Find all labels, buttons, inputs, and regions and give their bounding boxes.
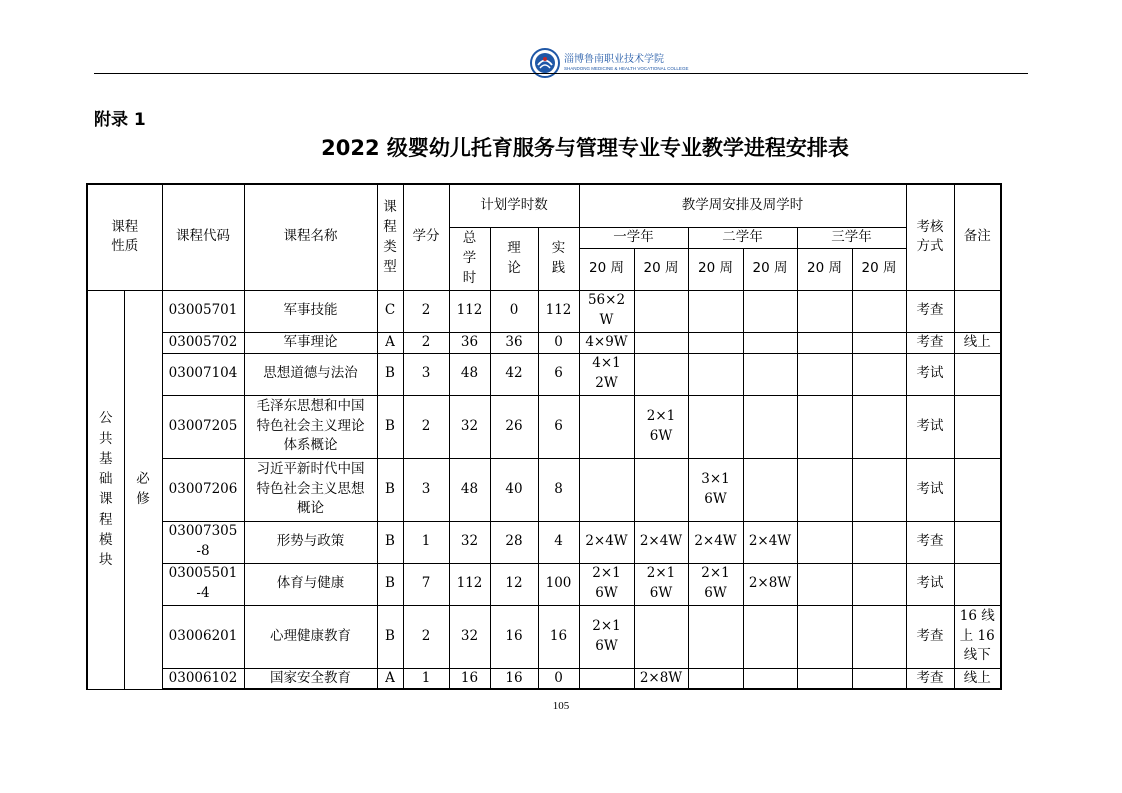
- course-total: 32: [449, 395, 490, 458]
- course-exam: 考试: [906, 458, 954, 521]
- course-name: 毛泽东思想和中国特色社会主义理论体系概论: [244, 395, 377, 458]
- course-code: 03007205: [162, 395, 244, 458]
- semester-5: [797, 521, 852, 563]
- course-remark: 线上: [954, 332, 1001, 353]
- semester-1: [579, 458, 634, 521]
- header-year1: 一学年: [579, 227, 688, 248]
- course-practice: 4: [538, 521, 579, 563]
- course-name: 国家安全教育: [244, 668, 377, 689]
- course-total: 48: [449, 458, 490, 521]
- semester-4: 2×4W: [743, 521, 797, 563]
- course-remark: 线上: [954, 668, 1001, 689]
- table-row: [87, 563, 1001, 605]
- course-code: 03007305-8: [162, 521, 244, 563]
- module-label: 公共基础课程模块: [87, 290, 124, 689]
- course-exam: 考查: [906, 290, 954, 332]
- course-practice: 6: [538, 395, 579, 458]
- course-exam: 考试: [906, 353, 954, 395]
- header-type: 课程类型: [377, 184, 403, 290]
- page-number: 105: [552, 700, 570, 712]
- semester-3: [688, 605, 743, 668]
- semester-4: [743, 605, 797, 668]
- semester-4: [743, 668, 797, 689]
- course-exam: 考查: [906, 332, 954, 353]
- semester-1: 2×16W: [579, 563, 634, 605]
- course-theory: 16: [490, 668, 538, 689]
- course-remark: [954, 563, 1001, 605]
- course-code: 03005501-4: [162, 563, 244, 605]
- course-credit: 1: [403, 521, 449, 563]
- semester-1: 2×4W: [579, 521, 634, 563]
- semester-5: [797, 395, 852, 458]
- course-credit: 2: [403, 605, 449, 668]
- course-practice: 6: [538, 353, 579, 395]
- school-name-cn: 淄博鲁南职业技术学院: [564, 53, 664, 65]
- semester-4: [743, 290, 797, 332]
- semester-6: [852, 353, 906, 395]
- course-name: 军事理论: [244, 332, 377, 353]
- table-row: [87, 521, 1001, 563]
- semester-1: [579, 395, 634, 458]
- header-credit: 学分: [403, 184, 449, 290]
- course-credit: 2: [403, 395, 449, 458]
- semester-2: [634, 332, 688, 353]
- course-credit: 1: [403, 668, 449, 689]
- semester-3: [688, 290, 743, 332]
- course-credit: 7: [403, 563, 449, 605]
- required-label: 必修: [124, 290, 162, 689]
- course-exam: 考查: [906, 605, 954, 668]
- course-code: 03005702: [162, 332, 244, 353]
- course-type: B: [377, 353, 403, 395]
- header-practice: 实践: [538, 227, 579, 290]
- header-name: 课程名称: [244, 184, 377, 290]
- course-name: 体育与健康: [244, 563, 377, 605]
- course-practice: 0: [538, 332, 579, 353]
- semester-2: 2×16W: [634, 395, 688, 458]
- header-week-2: 20 周: [634, 248, 688, 290]
- course-total: 16: [449, 668, 490, 689]
- course-code: 03005701: [162, 290, 244, 332]
- course-type: B: [377, 605, 403, 668]
- course-remark: [954, 290, 1001, 332]
- course-practice: 16: [538, 605, 579, 668]
- course-exam: 考试: [906, 395, 954, 458]
- course-name: 习近平新时代中国特色社会主义思想概论: [244, 458, 377, 521]
- semester-1: 4×12W: [579, 353, 634, 395]
- semester-4: [743, 458, 797, 521]
- header-week-3: 20 周: [688, 248, 743, 290]
- course-theory: 28: [490, 521, 538, 563]
- table-row: [87, 290, 1001, 332]
- semester-5: [797, 332, 852, 353]
- semester-4: [743, 332, 797, 353]
- course-remark: [954, 521, 1001, 563]
- course-remark: [954, 395, 1001, 458]
- course-total: 32: [449, 521, 490, 563]
- header-code: 课程代码: [162, 184, 244, 290]
- course-type: B: [377, 395, 403, 458]
- course-credit: 2: [403, 290, 449, 332]
- semester-6: [852, 521, 906, 563]
- course-type: B: [377, 521, 403, 563]
- header-theory: 理论: [490, 227, 538, 290]
- course-exam: 考查: [906, 521, 954, 563]
- page-title: 2022 级婴幼儿托育服务与管理专业专业教学进程安排表: [321, 136, 849, 160]
- course-code: 03006102: [162, 668, 244, 689]
- semester-2: [634, 353, 688, 395]
- course-name: 形势与政策: [244, 521, 377, 563]
- course-total: 112: [449, 290, 490, 332]
- semester-6: [852, 332, 906, 353]
- semester-3: 2×4W: [688, 521, 743, 563]
- course-name: 心理健康教育: [244, 605, 377, 668]
- appendix-label: 附录 1: [94, 110, 146, 130]
- course-theory: 16: [490, 605, 538, 668]
- course-remark: 16 线上 16 线下: [954, 605, 1001, 668]
- course-name: 思想道德与法治: [244, 353, 377, 395]
- course-theory: 26: [490, 395, 538, 458]
- semester-3: [688, 332, 743, 353]
- semester-6: [852, 668, 906, 689]
- course-code: 03007206: [162, 458, 244, 521]
- header-total: 总学时: [449, 227, 490, 290]
- table-row: [87, 458, 1001, 521]
- course-code: 03007104: [162, 353, 244, 395]
- semester-2: 2×4W: [634, 521, 688, 563]
- course-exam: 考试: [906, 563, 954, 605]
- semester-4: [743, 353, 797, 395]
- header-nature: 课程性质: [87, 184, 162, 290]
- course-practice: 112: [538, 290, 579, 332]
- semester-1: 2×16W: [579, 605, 634, 668]
- course-type: A: [377, 332, 403, 353]
- course-remark: [954, 458, 1001, 521]
- semester-4: [743, 395, 797, 458]
- header-year3: 三学年: [797, 227, 906, 248]
- semester-6: [852, 395, 906, 458]
- course-type: B: [377, 458, 403, 521]
- semester-5: [797, 290, 852, 332]
- course-name: 军事技能: [244, 290, 377, 332]
- semester-5: [797, 353, 852, 395]
- course-code: 03006201: [162, 605, 244, 668]
- course-total: 48: [449, 353, 490, 395]
- semester-6: [852, 563, 906, 605]
- semester-2: [634, 458, 688, 521]
- course-practice: 100: [538, 563, 579, 605]
- semester-2: 2×16W: [634, 563, 688, 605]
- semester-3: 2×16W: [688, 563, 743, 605]
- course-total: 112: [449, 563, 490, 605]
- semester-5: [797, 668, 852, 689]
- semester-5: [797, 605, 852, 668]
- course-practice: 8: [538, 458, 579, 521]
- semester-1: 4×9W: [579, 332, 634, 353]
- course-exam: 考查: [906, 668, 954, 689]
- header-week-plan: 教学周安排及周学时: [579, 184, 906, 227]
- semester-6: [852, 605, 906, 668]
- semester-6: [852, 458, 906, 521]
- header-week-4: 20 周: [743, 248, 797, 290]
- header-divider: [94, 73, 1028, 74]
- header-plan-hours: 计划学时数: [449, 184, 579, 227]
- school-name: [564, 55, 688, 72]
- header-week-6: 20 周: [852, 248, 906, 290]
- course-practice: 0: [538, 668, 579, 689]
- semester-2: [634, 605, 688, 668]
- semester-5: [797, 563, 852, 605]
- semester-3: [688, 395, 743, 458]
- table-row: [87, 605, 1001, 668]
- table-row: [87, 353, 1001, 395]
- header-exam: 考核方式: [906, 184, 954, 290]
- semester-6: [852, 290, 906, 332]
- course-theory: 40: [490, 458, 538, 521]
- semester-3: [688, 353, 743, 395]
- course-theory: 0: [490, 290, 538, 332]
- teaching-schedule-table: [86, 183, 1002, 690]
- course-credit: 2: [403, 332, 449, 353]
- course-type: C: [377, 290, 403, 332]
- course-type: A: [377, 668, 403, 689]
- course-theory: 12: [490, 563, 538, 605]
- header-week-5: 20 周: [797, 248, 852, 290]
- header-remark: 备注: [954, 184, 1001, 290]
- semester-3: [688, 668, 743, 689]
- course-total: 32: [449, 605, 490, 668]
- semester-3: 3×16W: [688, 458, 743, 521]
- header-year2: 二学年: [688, 227, 797, 248]
- table-row: [87, 332, 1001, 353]
- table-row: [87, 395, 1001, 458]
- course-credit: 3: [403, 458, 449, 521]
- course-credit: 3: [403, 353, 449, 395]
- header-week-1: 20 周: [579, 248, 634, 290]
- school-name-en: SHANDONG MEDICINE & HEALTH VOCATIONAL COLLEGE: [564, 65, 689, 71]
- course-remark: [954, 353, 1001, 395]
- semester-1: 56×2W: [579, 290, 634, 332]
- semester-5: [797, 458, 852, 521]
- course-theory: 36: [490, 332, 538, 353]
- semester-1: [579, 668, 634, 689]
- course-theory: 42: [490, 353, 538, 395]
- table-row: [87, 668, 1001, 689]
- semester-4: 2×8W: [743, 563, 797, 605]
- semester-2: [634, 290, 688, 332]
- course-total: 36: [449, 332, 490, 353]
- course-type: B: [377, 563, 403, 605]
- semester-2: 2×8W: [634, 668, 688, 689]
